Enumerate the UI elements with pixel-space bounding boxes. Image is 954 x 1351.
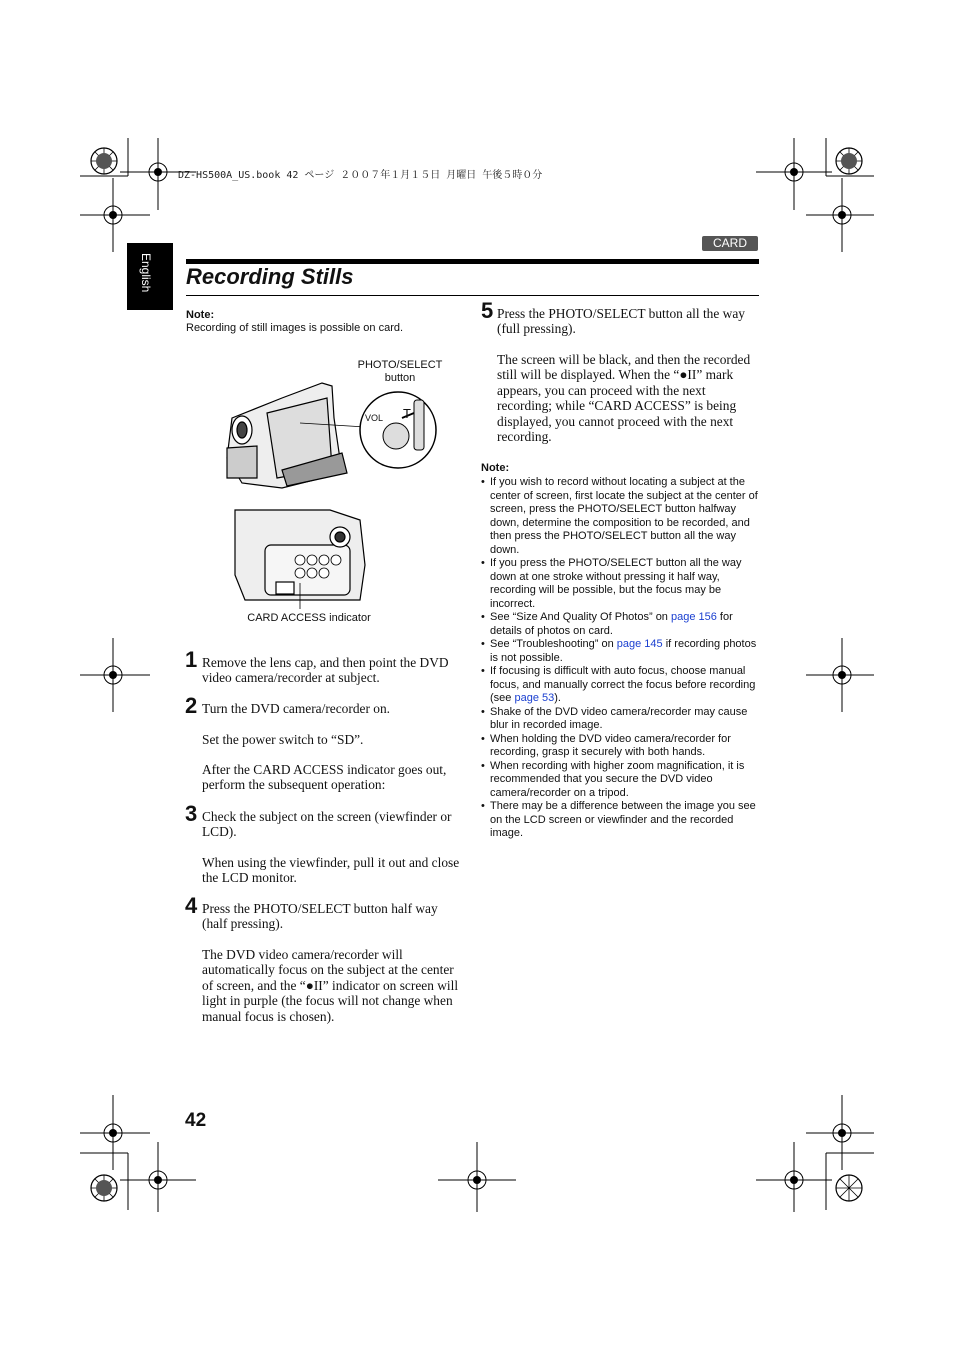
page-link[interactable]: page 53 xyxy=(514,692,555,704)
step-5-text: Press the PHOTO/SELECT button all the way (full pressing). xyxy=(497,306,745,337)
note-item: • Shake of the DVD video camera/recorder may cause blur in recorded image. xyxy=(481,706,759,733)
note-item: • See “Troubleshooting” on page 145 if recording photos is not possible. xyxy=(481,638,759,665)
step-2-detail-2: After the CARD ACCESS indicator goes out, perform the subsequent operation: xyxy=(202,762,447,793)
card-access-label: CARD ACCESS indicator xyxy=(247,612,371,624)
note-item: • See “Size And Quality Of Photos” on page 156 for details of photos on card. xyxy=(481,611,759,638)
photo-select-label-line1: PHOTO/SELECT xyxy=(357,359,443,371)
step-4-number: 4 xyxy=(185,893,198,918)
vol-label: VOL xyxy=(365,413,384,423)
left-note-text: Recording of still images is possible on card. xyxy=(186,322,404,334)
left-note-label: Note: xyxy=(186,309,215,321)
photo-select-label-line2: button xyxy=(384,372,416,384)
right-notes-list xyxy=(481,476,759,841)
step-2-text: Turn the DVD camera/recorder on. xyxy=(202,701,391,716)
note-item: • If you press the PHOTO/SELECT button all the way down at one stroke without pressing it half way, recording will be possible, but the focus may be incorrect. xyxy=(481,557,759,611)
step-3-text: Check the subject on the screen (viewfinder or LCD). xyxy=(202,809,452,840)
right-note-label: Note: xyxy=(481,462,510,474)
step-1-number: 1 xyxy=(185,647,198,672)
camera-top-illustration xyxy=(222,378,442,493)
step-2-number: 2 xyxy=(185,693,198,718)
step-3-detail: When using the viewfinder, pull it out and close the LCD monitor. xyxy=(202,855,460,886)
language-tab-label: English xyxy=(139,253,153,293)
note-item: • When recording with higher zoom magnification, it is recommended that you secure the DVD video camera/recorder on a tripod. xyxy=(481,760,759,801)
page-link[interactable]: page 156 xyxy=(670,611,717,623)
note-item: • If you wish to record without locating a subject at the center of screen, first locate the subject at the center of screen, press the PHOTO/SELECT button halfway down, determine the composition to be recorded, and then press the PHOTO/SELECT button all the way down. xyxy=(481,476,759,557)
page-title: Recording Stills xyxy=(186,264,354,289)
step-4-text: Press the PHOTO/SELECT button half way (half pressing). xyxy=(202,901,438,932)
page-link[interactable]: page 145 xyxy=(616,638,663,650)
step-2-detail-1: Set the power switch to “SD”. xyxy=(202,732,364,747)
note-item: • If focusing is difficult with auto focus, choose manual focus, and manually correct the focus before recording (see page 53). xyxy=(481,665,759,706)
note-item: • There may be a difference between the image you see on the LCD screen or viewfinder and the recorded image. xyxy=(481,800,759,841)
page-number: 42 xyxy=(185,1110,207,1131)
language-tab xyxy=(127,243,173,310)
step-5-detail: The screen will be black, and then the recorded still will be displayed. When the “●II” mark appears, you can proceed with the next recording; while “CARD ACCESS” is being displayed, you cannot proceed with the next recording. xyxy=(497,352,751,445)
t-label: T xyxy=(403,406,411,421)
note-item: • When holding the DVD video camera/recorder for recording, grasp it securely with both hands. xyxy=(481,733,759,760)
title-rule-bottom xyxy=(186,295,759,296)
camera-side-illustration xyxy=(230,505,375,610)
step-1-text: Remove the lens cap, and then point the DVD video camera/recorder at subject. xyxy=(202,655,449,686)
step-3-number: 3 xyxy=(185,801,198,826)
step-5-number: 5 xyxy=(481,298,494,323)
step-4-detail: The DVD video camera/recorder will automatically focus on the subject at the center of screen, and the “●II” indicator on screen will light in purple (the focus will not change when manual focus is chosen). xyxy=(202,947,459,1024)
card-badge: CARD xyxy=(702,236,758,251)
print-header-line: DZ-HS500A_US.book 42 ページ ２００７年１月１５日 月曜日 午後５時０分 xyxy=(178,170,543,181)
